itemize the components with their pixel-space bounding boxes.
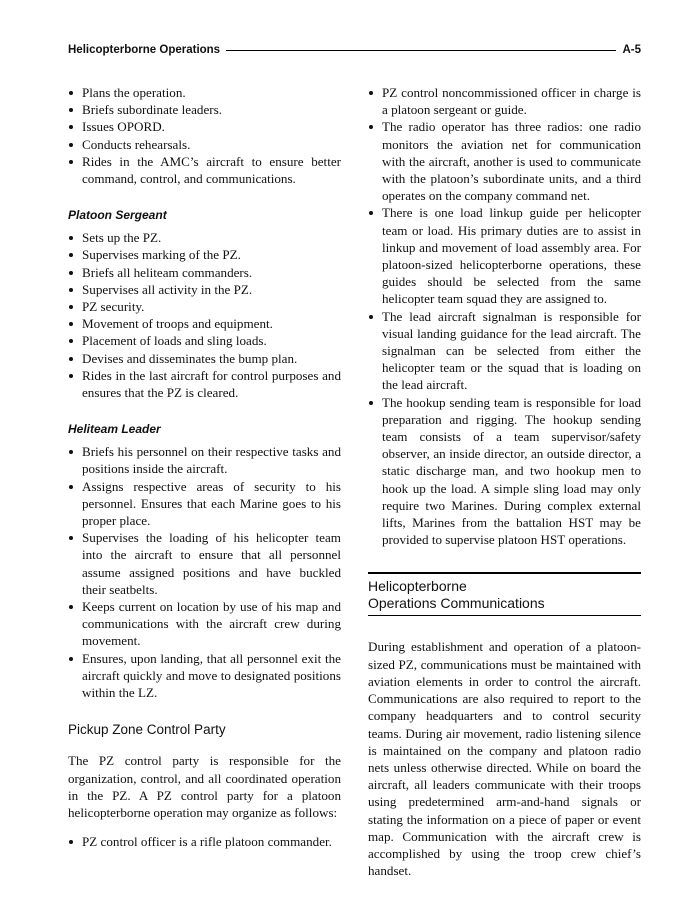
list-item: Supervises the loading of his helicopter team into the aircraft to ensure that all personnel assume assigned positions and have buckled their seatbelts.	[68, 529, 341, 598]
list-item: Briefs all heliteam commanders.	[68, 264, 341, 281]
list-item: Conducts rehearsals.	[68, 136, 341, 153]
communications-section-heading	[368, 572, 641, 616]
list-item: PZ control officer is a rifle platoon commander.	[68, 833, 341, 850]
heliteam-leader-heading: Heliteam Leader	[68, 422, 161, 437]
intro-bullet-list	[68, 84, 341, 187]
platoon-sergeant-heading: Platoon Sergeant	[68, 208, 167, 223]
pickup-zone-heading: Pickup Zone Control Party	[68, 722, 226, 738]
section-title-line-2: Operations Communications	[368, 595, 545, 612]
header-rule	[226, 50, 616, 51]
list-item: Supervises all activity in the PZ.	[68, 281, 341, 298]
list-item: The hookup sending team is responsible for load preparation and rigging. The hookup sending team consists of a team supervisor/safety observer, an inside director, an outside director, a static discharge man, and two hookup men to hook up the load. A simple sling load may only require two Marines. During complex external lifts, Marines from the battalion HST may be provided to supervise platoon HST operations.	[368, 394, 641, 549]
list-item: Issues OPORD.	[68, 118, 341, 135]
list-item: Movement of troops and equipment.	[68, 315, 341, 332]
list-item: Keeps current on location by use of his map and communications with the aircraft crew during movement.	[68, 598, 341, 650]
pickup-zone-paragraph: The PZ control party is responsible for the organization, control, and all coordinated operation in the PZ. A PZ control party for a platoon helicopterborne operation may organize as follows:	[68, 753, 341, 820]
section-title-line-1: Helicopterborne	[368, 578, 467, 595]
list-item: There is one load linkup guide per helicopter team or load. His primary duties are to assist in linkup and movement of load assembly area. For platoon-sized helicopterborne operations, these guides should be selected from the same helicopter team squad they are assigned to.	[368, 204, 641, 307]
list-item: Devises and disseminates the bump plan.	[68, 350, 341, 367]
list-item: Briefs subordinate leaders.	[68, 101, 341, 118]
pickup-zone-list	[68, 833, 341, 850]
list-item: The radio operator has three radios: one radio monitors the aviation net for communication with the aircraft, another is used to communicate with the platoon’s subordinate units, and a third operates on the company command net.	[368, 118, 641, 204]
platoon-sergeant-list	[68, 229, 341, 401]
list-item: PZ security.	[68, 298, 341, 315]
heliteam-leader-list	[68, 443, 341, 701]
list-item: Briefs his personnel on their respective tasks and positions inside the aircraft.	[68, 443, 341, 477]
header-title: Helicopterborne Operations	[68, 44, 221, 56]
running-header	[68, 43, 641, 57]
list-item: Placement of loads and sling loads.	[68, 332, 341, 349]
page-number: A-5	[622, 44, 641, 56]
list-item: PZ control noncommissioned officer in charge is a platoon sergeant or guide.	[368, 84, 641, 118]
control-party-list	[368, 84, 641, 548]
list-item: The lead aircraft signalman is responsible for visual landing guidance for the lead aircraft. The signalman can be selected from either the helicopter team or the squad that is loading on the lead aircraft.	[368, 308, 641, 394]
list-item: Sets up the PZ.	[68, 229, 341, 246]
list-item: Assigns respective areas of security to his personnel. Ensures that each Marine goes to his proper place.	[68, 478, 341, 530]
left-column	[68, 84, 341, 850]
list-item: Plans the operation.	[68, 84, 341, 101]
list-item: Rides in the last aircraft for control purposes and ensures that the PZ is cleared.	[68, 367, 341, 401]
right-column	[368, 84, 641, 891]
communications-paragraph: During establishment and operation of a platoon-sized PZ, communications must be maintained with aviation elements in order to control the aircraft. Communications are also required to report to the company headquarters and to control security teams. During air movement, radio listening silence is maintained on the company and platoon radio nets unless otherwise directed. While on board the aircraft, all leaders communicate with their troops using predetermined arm-and-hand signals or stating the information on a piece of paper or event map. Communication with the aircraft crew is accomplished by using the troop crew chief’s handset.	[368, 639, 641, 879]
list-item: Rides in the AMC’s aircraft to ensure better command, control, and communications.	[68, 153, 341, 187]
list-item: Supervises marking of the PZ.	[68, 246, 341, 263]
list-item: Ensures, upon landing, that all personnel exit the aircraft quickly and move to designated positions within the LZ.	[68, 650, 341, 702]
